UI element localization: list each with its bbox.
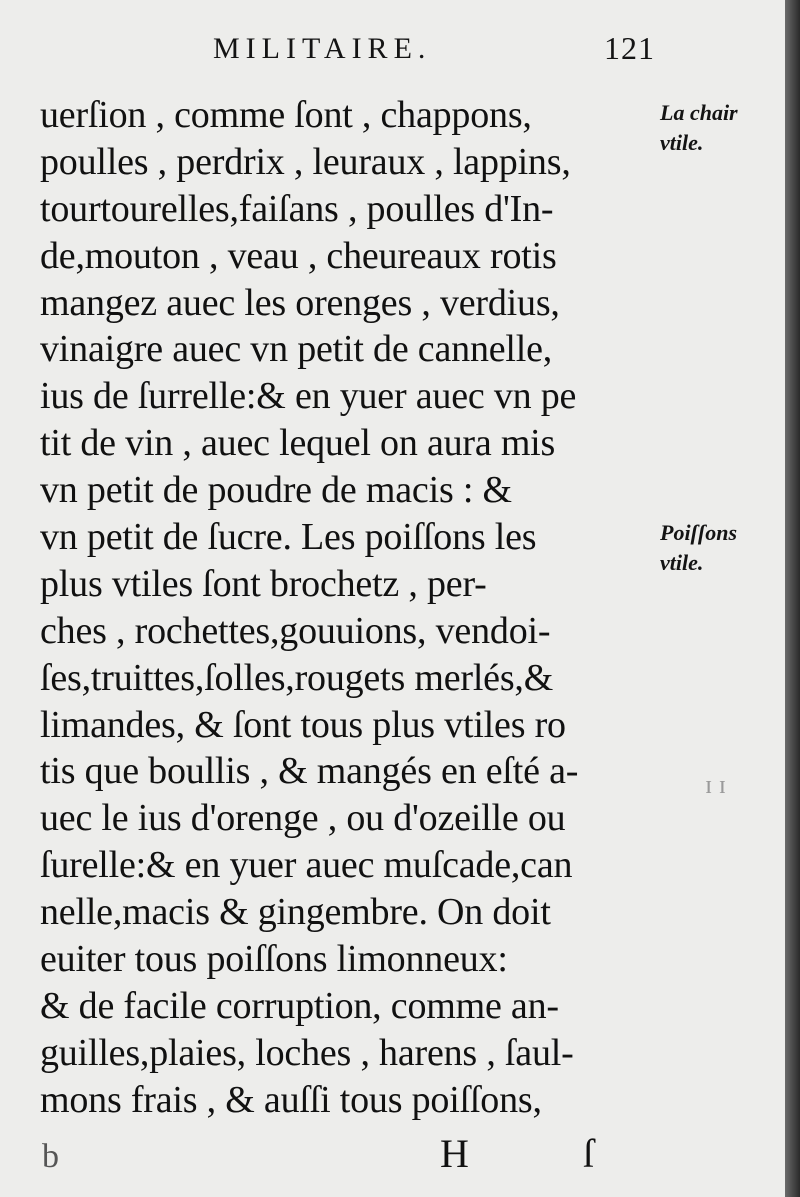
text-line: ſurelle:& en yuer auec muſcade,can: [40, 844, 573, 887]
margin-note-chair: [660, 98, 738, 158]
margin-note-line: vtile.: [660, 130, 704, 155]
text-line: vn petit de poudre de macis : &: [40, 469, 512, 512]
bleed-through-text: ɪ ɪ: [705, 770, 726, 799]
text-line: de,mouton , veau , cheureaux rotis: [40, 234, 557, 277]
page-header: [0, 28, 785, 68]
signature-mark: H ſ: [440, 1131, 646, 1176]
text-line: uec le ius d'orenge , ou d'ozeille ou: [40, 797, 566, 840]
text-line: euiter tous poiſſons limonneux:: [40, 938, 508, 981]
text-line: ius de ſurrelle:& en yuer auec vn pe: [40, 375, 577, 418]
text-line: tis que boullis , & mangés en eſté a-: [40, 750, 579, 793]
text-line: ches , rochettes,gouuions, vendoi-: [40, 609, 551, 652]
margin-note-line: Poiſſons: [660, 520, 737, 545]
text-line: tit de vin , auec lequel on aura mis: [40, 422, 556, 465]
page-number: 121: [604, 30, 655, 66]
text-line: & de facile corruption, comme an-: [40, 984, 559, 1027]
text-line: nelle,macis & gingembre. On doit: [40, 891, 551, 934]
text-line: limandes, & ſont tous plus vtiles ro: [40, 703, 566, 746]
margin-note-line: vtile.: [660, 550, 704, 575]
text-line: tourtourelles,faiſans , poulles d'In-: [40, 187, 554, 230]
footer-left-mark: b: [42, 1138, 59, 1175]
margin-note-poissons: [660, 518, 737, 578]
text-line: uerſion , comme ſont , chappons,: [40, 94, 532, 136]
margin-note-line: La chair: [660, 100, 738, 125]
text-line: vn petit de ſucre. Les poiſſons les: [40, 516, 537, 559]
text-line: mons frais , & auſſi tous poiſſons,: [40, 1078, 542, 1121]
text-line: guilles,plaies, loches , harens , ſaul-: [40, 1031, 574, 1074]
text-line: plus vtiles ſont brochetz , per-: [40, 562, 487, 605]
text-line: ſes,truittes,ſolles,rougets merlés,&: [40, 656, 554, 699]
text-line: vinaigre auec vn petit de cannelle,: [40, 328, 553, 371]
body-text: [40, 92, 660, 1124]
text-line: mangez auec les orenges , verdius,: [40, 281, 560, 324]
text-line: poulles , perdrix , leuraux , lappins,: [40, 140, 571, 183]
running-head: MILITAIRE.: [213, 32, 432, 65]
